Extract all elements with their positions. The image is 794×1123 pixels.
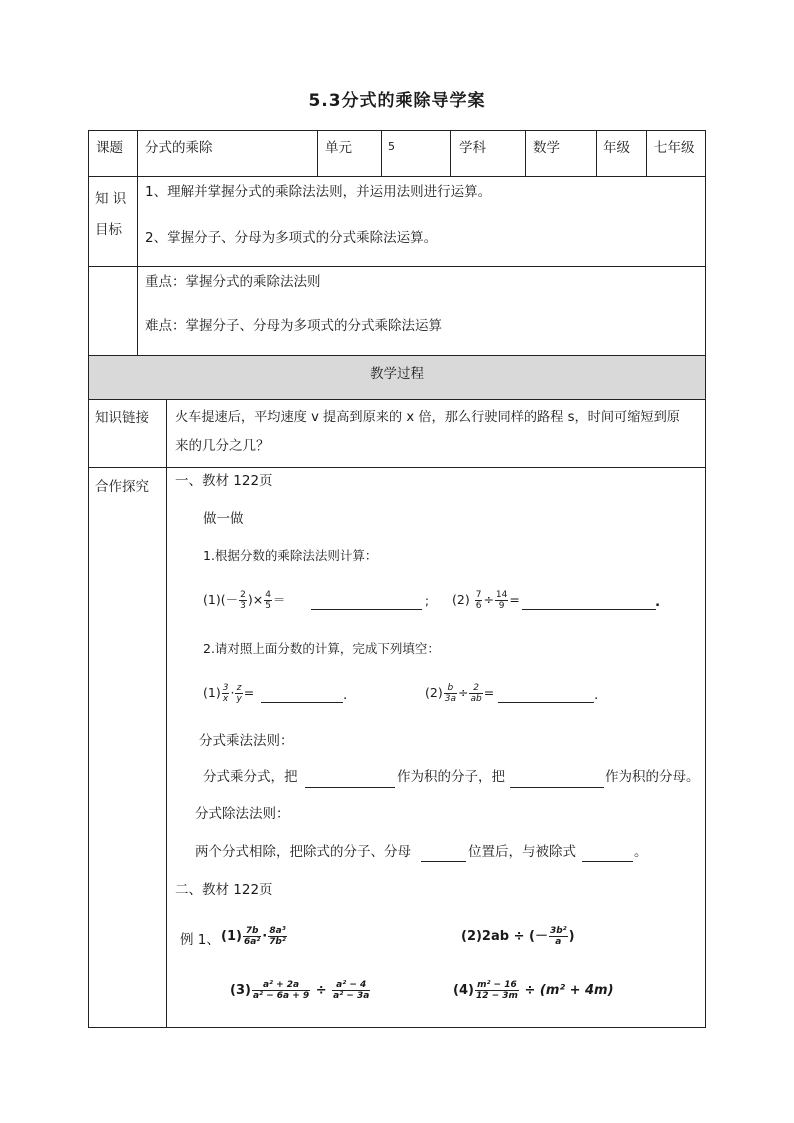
goals-label-line1: 知 识 (95, 191, 127, 207)
q1a-times: )× (247, 592, 264, 607)
q1-part-1 (203, 590, 285, 611)
ex1-fraction-1: $\frac{7b}{\text{6a²}}$ (243, 926, 261, 947)
intro-line-1: 火车提速后，平均速度 v 提高到原来的 x 倍，那么行驶同样的路程 s，时间可缩短到原 (175, 410, 680, 425)
q1-part-2 (452, 590, 520, 611)
topic-label: 课题 (96, 140, 123, 156)
table-rule (88, 176, 706, 177)
explore-label: 合作探究 (95, 479, 149, 495)
q2b-equals: = (483, 685, 495, 700)
page-title: 5.3分式的乘除导学案 (308, 91, 486, 111)
ex2-prefix: (2)2ab ÷ (－ (461, 929, 548, 944)
ex3-fraction-1: $\frac{\text{a² + 2a}}{\text{a² − 6a + 9}}$ (252, 980, 310, 1001)
table-rule (88, 355, 706, 356)
mult-rule-part-a: 分式乘分式，把 (203, 769, 298, 785)
mult-rule-blank-2[interactable] (510, 786, 604, 788)
q1a-equals: ＝ (272, 592, 286, 607)
q2b-fraction-1: $\frac{b}{3a}$ (444, 683, 456, 704)
div-rule-part-b: 位置后，与被除式 (468, 844, 576, 860)
q2a-answer-blank[interactable] (261, 701, 343, 703)
goal-item-2: 2、掌握分子、分母为多项式的分式乘除法运算。 (145, 230, 438, 246)
ex4-prefix: (4) (453, 983, 474, 998)
goals-label-line2: 目标 (95, 222, 122, 238)
q2a-end: . (343, 687, 348, 703)
table-col-sep (381, 130, 382, 176)
question-2: 2.请对照上面分数的计算，完成下列填空： (203, 641, 440, 656)
q2a-prefix: (1) (203, 685, 221, 700)
q1b-equals: = (509, 592, 520, 607)
grade-value: 七年级 (654, 140, 695, 156)
q2b-prefix: (2) (425, 685, 443, 700)
ex3-divide: ÷ (315, 983, 327, 998)
q2b-divide: ÷ (457, 685, 469, 700)
q1a-separator: ; (425, 594, 430, 608)
div-rule-part-a: 两个分式相除，把除式的分子、分母 (195, 844, 411, 860)
subject-value: 数学 (533, 140, 560, 156)
section-1-heading: 一、教材 122页 (175, 473, 273, 489)
intro-line-2: 来的几分之几？ (175, 438, 270, 454)
q2a-fraction-1: $\frac{3}{x}$ (222, 683, 229, 704)
table-border-right (705, 130, 706, 1028)
div-rule-blank-1[interactable] (421, 860, 466, 862)
table-col-sep (596, 130, 597, 176)
example-label: 例 1、 (180, 932, 220, 948)
mult-rule-part-c: 作为积的分母。 (605, 769, 700, 785)
table-rule (88, 266, 706, 267)
div-rule-title: 分式除法法则： (195, 806, 290, 822)
mult-rule-part-b: 作为积的分子，把 (397, 769, 505, 785)
q1a-prefix: (1)(－ (203, 592, 239, 607)
q2-part-2 (425, 683, 494, 704)
ex4-suffix: ÷ (m² + 4m) (524, 983, 614, 998)
table-border-top (88, 130, 706, 131)
topic-value: 分式的乘除 (145, 140, 213, 156)
q1b-answer-blank[interactable] (522, 608, 656, 610)
table-col-sep (525, 130, 526, 176)
q1a-answer-blank[interactable] (311, 608, 422, 610)
q2a-fraction-2: $\frac{z}{y}$ (236, 683, 242, 704)
q1a-fraction-1: $\frac{2}{3}$ (240, 590, 246, 611)
q1b-fraction-1: $\frac{7}{6}$ (475, 590, 482, 611)
example-1 (221, 926, 288, 947)
table-col-sep (317, 130, 318, 176)
table-rule (88, 467, 706, 468)
ex3-prefix: (3) (230, 983, 251, 998)
example-3 (230, 980, 371, 1001)
table-border-left (88, 130, 89, 1028)
q1b-prefix: (2) (452, 592, 470, 607)
q2b-answer-blank[interactable] (498, 701, 594, 703)
div-rule-part-c: 。 (634, 844, 648, 860)
try-it-heading: 做一做 (203, 511, 244, 527)
ex1-prefix: (1) (221, 929, 242, 944)
goal-item-1: 1、理解并掌握分式的乘除法法则，并运用法则进行运算。 (145, 184, 492, 200)
ex2-fraction: $\frac{\text{3b²}}{a}$ (549, 926, 567, 947)
table-col-sep (450, 130, 451, 176)
table-rule (88, 399, 706, 400)
table-border-bottom (88, 1027, 706, 1028)
example-4 (453, 980, 614, 1001)
key-point-difficulty: 难点：掌握分子、分母为多项式的分式乘除法运算 (145, 318, 442, 334)
ex1-fraction-2: $\frac{\text{8a³}}{\text{7b²}}$ (269, 926, 286, 947)
table-col-sep (137, 176, 138, 355)
table-col-sep (646, 130, 647, 176)
q2a-dot: · (230, 685, 235, 700)
q1a-fraction-2: $\frac{4}{5}$ (265, 590, 271, 611)
ex2-suffix: ) (568, 929, 575, 944)
mult-rule-title: 分式乘法法则： (199, 733, 294, 749)
q2b-end: . (594, 687, 599, 703)
unit-value: 5 (388, 140, 395, 153)
ex4-fraction: $\frac{\text{m² − 16}}{12 - 3m}$ (475, 980, 518, 1001)
mult-rule-blank-1[interactable] (305, 786, 395, 788)
question-1: 1.根据分数的乘除法法则计算： (203, 548, 378, 563)
intro-label: 知识链接 (95, 410, 149, 426)
subject-label: 学科 (459, 140, 486, 156)
q2b-fraction-2: $\frac{2}{ab}$ (470, 683, 482, 704)
q2-part-1 (203, 683, 254, 704)
process-title: 教学过程 (370, 366, 424, 382)
unit-label: 单元 (325, 140, 352, 156)
q1b-divide: ÷ (483, 592, 494, 607)
ex3-fraction-2: $\frac{\text{a² − 4}}{\text{a² − 3a}}$ (333, 980, 370, 1001)
section-2-heading: 二、教材 122页 (175, 882, 273, 898)
key-point-focus: 重点：掌握分式的乘除法法则 (145, 274, 321, 290)
q1b-end: . (655, 594, 661, 610)
q1b-fraction-2: $\frac{14}{9}$ (495, 590, 508, 611)
ex1-dot: · (262, 929, 268, 944)
example-2 (461, 926, 575, 947)
q2a-equals: = (243, 685, 255, 700)
table-col-sep (137, 130, 138, 176)
div-rule-blank-2[interactable] (582, 860, 633, 862)
table-col-sep (166, 399, 167, 1027)
grade-label: 年级 (603, 140, 630, 156)
